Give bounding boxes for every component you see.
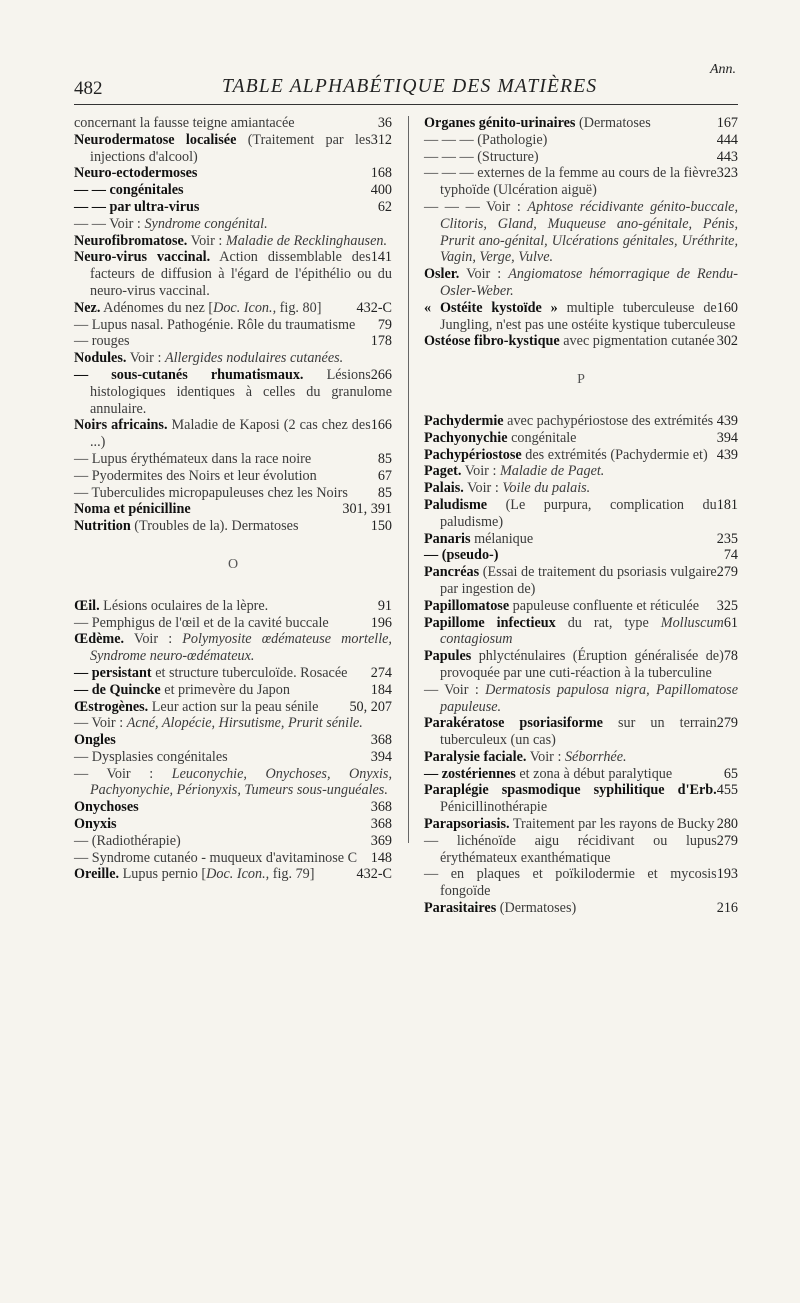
page-reference: 167 — [716, 115, 738, 131]
index-entry — [424, 682, 738, 716]
entry-cross-reference: Leuconychie, Onychoses, Onyxis, Pachyonychie, Périonyxis, Tumeurs sous-unguéales. — [90, 765, 392, 799]
entry-text: Voir : — [126, 350, 165, 367]
page-reference: 168 — [370, 165, 392, 182]
page-reference: 279 — [716, 564, 738, 581]
page-reference: 368 — [370, 799, 392, 816]
page-reference: 279 — [716, 715, 738, 732]
index-entry — [424, 413, 738, 430]
right-column-entries-o — [424, 115, 738, 350]
index-entry — [424, 132, 738, 149]
entry-text: congénitale — [507, 429, 577, 446]
entry-headword: Ostéose fibro-kystique — [424, 333, 560, 350]
index-entry — [74, 715, 392, 732]
index-entry — [74, 866, 392, 883]
index-entry — [424, 165, 738, 199]
page-reference: 394 — [370, 748, 392, 765]
page-reference: 394 — [716, 429, 738, 446]
running-tag: Ann. — [709, 62, 736, 77]
index-entry — [74, 115, 392, 132]
entry-headword: Papules — [424, 648, 472, 665]
index-entry — [424, 866, 738, 900]
entry-headword: — — congénitales — [74, 182, 184, 199]
index-entry — [424, 266, 738, 300]
entry-headword: Organes génito-urinaires — [424, 115, 576, 131]
entry-text: avec pigmentation cutanée — [559, 333, 715, 350]
entry-cross-reference: Angiomatose hémorragique de Rendu-Osler-Weber. — [440, 266, 738, 299]
page-reference: 302 — [716, 333, 738, 350]
entry-headword: Noma et pénicilline — [74, 501, 191, 518]
entry-text: — Voir : — [74, 715, 127, 732]
page-reference: 196 — [370, 614, 392, 631]
page-reference: 439 — [716, 446, 738, 463]
page-reference: 325 — [716, 597, 738, 614]
entry-text: — rouges — [74, 333, 130, 350]
entry-text: Voir : — [526, 748, 565, 765]
entry-headword: — sous-cutanés rhumatismaux. — [74, 366, 304, 383]
entry-headword: Œil. — [74, 597, 100, 614]
entry-text: Voir : — [461, 463, 500, 480]
index-entry — [424, 833, 738, 867]
entry-headword: — zostériennes — [424, 765, 516, 782]
page-reference: 323 — [716, 165, 738, 182]
page-reference: 150 — [370, 518, 392, 535]
index-entry — [424, 463, 738, 480]
page-reference: 65 — [723, 765, 738, 782]
entry-cross-reference: Dermatosis papulosa nigra, Papillomatose papuleuse. — [440, 681, 738, 715]
index-entry — [424, 598, 738, 615]
page-reference: 301, 391 — [342, 501, 392, 518]
entry-text: et primevère du Japon — [160, 681, 290, 698]
page-reference: 439 — [716, 412, 738, 429]
page-reference: 368 — [370, 732, 392, 749]
entry-cross-reference: Aphtose récidivante génito-buccale, Clitoris, Gland, Muqueuse ano-génitale, Pénis, Prurit ano-génital, Ulcérations génitales, Uréthrite, Vagin, Verge, Vulve. — [440, 198, 738, 266]
index-entry — [74, 631, 392, 665]
index-entry — [74, 850, 392, 867]
page-reference: 141 — [370, 249, 392, 266]
entry-text: Lésions oculaires de la lèpre. — [99, 597, 269, 614]
entry-text: — — Voir : — [74, 215, 145, 232]
entry-headword: Osler. — [424, 266, 460, 283]
entry-cross-reference: Maladie de Recklinghausen. — [225, 232, 388, 249]
page-reference: 432-C — [356, 299, 392, 316]
entry-text: du rat, type — [555, 614, 661, 631]
page-reference: 312 — [370, 131, 392, 148]
index-entry — [424, 333, 738, 350]
entry-text: — Pyodermites des Noirs et leur évolution — [74, 467, 317, 484]
entry-text: fig. 79] — [269, 866, 315, 883]
entry-cross-reference: Acné, Alopécie, Hirsutisme, Prurit sénile. — [126, 715, 363, 732]
entry-text: — — — (Structure) — [424, 148, 539, 165]
index-entry — [424, 615, 738, 649]
index-entry — [424, 900, 738, 917]
entry-text: — — — Voir : — [424, 198, 528, 215]
entry-headword: Pancréas — [424, 564, 480, 581]
page-reference: 67 — [377, 467, 392, 484]
index-entry — [424, 149, 738, 166]
entry-text: concernant la fausse teigne amiantacée — [74, 115, 295, 131]
entry-headword: Parasitaires — [424, 900, 497, 917]
entry-text: Action dissemblable des facteurs de diffusion à l'égard de l'épithélio ou du neuro-virus vaccinal. — [90, 249, 392, 299]
entry-text: — (Radiothérapie) — [74, 832, 181, 849]
index-entry — [424, 447, 738, 464]
page-reference: 368 — [370, 816, 392, 833]
entry-text: phlycténulaires (Éruption généralisée de) provoquée par une cuti-réaction à la tuberculine — [440, 648, 724, 681]
index-entry — [424, 199, 738, 266]
entry-headword: Neuro-virus vaccinal. — [74, 249, 211, 266]
entry-headword: — persistant — [74, 664, 152, 681]
right-column — [424, 115, 738, 917]
page-reference: 369 — [370, 832, 392, 849]
index-entry — [74, 249, 392, 299]
index-entry — [424, 531, 738, 548]
index-entry — [74, 732, 392, 749]
page-reference: 216 — [716, 900, 738, 917]
entry-headword: Pachypériostose — [424, 446, 522, 463]
entry-text: — — — externes de la femme au cours de la fièvre typhoïde (Ulcération aiguë) — [424, 165, 717, 199]
page-reference: 279 — [716, 832, 738, 849]
index-entry — [74, 451, 392, 468]
section-letter-p: P — [577, 372, 585, 388]
entry-text: Traitement par les rayons de Bucky — [509, 816, 715, 833]
page-reference: 443 — [716, 148, 738, 165]
index-entry — [74, 682, 392, 699]
page-reference: 166 — [370, 417, 392, 434]
entry-text: — Syndrome cutanéo - muqueux d'avitaminose C — [74, 849, 358, 866]
entry-text: sur un terrain tuberculeux (un cas) — [440, 715, 717, 749]
header-rule — [74, 104, 738, 105]
entry-text: Voir : — [463, 480, 503, 497]
entry-text: Voir : — [124, 631, 183, 648]
page-reference: 50, 207 — [349, 698, 392, 715]
entry-text: Adénomes du nez [ — [100, 299, 214, 316]
column-divider — [408, 116, 409, 843]
index-entry — [424, 564, 738, 598]
entry-cross-reference: Polymyosite œdémateuse mortelle, Syndrome neuro-œdémateux. — [90, 631, 392, 665]
index-entry — [74, 468, 392, 485]
index-entry — [74, 766, 392, 800]
entry-text: (Le purpura, complication du paludisme) — [440, 496, 717, 530]
entry-headword: Nodules. — [74, 350, 127, 367]
entry-text: — Voir : — [424, 681, 486, 698]
entry-cross-reference: Maladie de Paget. — [499, 463, 605, 480]
entry-headword: Paralysie faciale. — [424, 748, 527, 765]
entry-cross-reference: Syndrome congénital. — [144, 215, 268, 232]
entry-cross-reference: Doc. Icon., — [213, 299, 277, 316]
page-reference: 400 — [370, 182, 392, 199]
index-entry — [74, 518, 392, 535]
entry-text: (Troubles de la). Dermatoses — [130, 518, 299, 535]
entry-headword: Neurofibromatose. — [74, 232, 188, 249]
index-entry — [424, 648, 738, 682]
page-reference: 85 — [377, 450, 392, 467]
page-reference: 280 — [716, 816, 738, 833]
entry-cross-reference: Molluscum contagiosum — [440, 614, 724, 648]
page-reference: 91 — [377, 597, 392, 614]
entry-text: Lupus pernio [ — [119, 866, 207, 883]
page-reference: 274 — [370, 664, 392, 681]
left-column-entries-o — [74, 598, 392, 884]
entry-text: papuleuse confluente et réticulée — [509, 597, 699, 614]
page-reference: 160 — [716, 299, 738, 316]
index-entry — [74, 615, 392, 632]
index-entry — [424, 816, 738, 833]
entry-headword: Nez. — [74, 299, 101, 316]
entry-text: — Tuberculides micropapuleuses chez les Noirs — [74, 484, 348, 501]
entry-headword: Œdème. — [74, 631, 125, 648]
page-reference: 181 — [716, 496, 738, 513]
index-entry — [74, 350, 392, 367]
entry-text: et zona à début paralytique — [515, 765, 673, 782]
entry-headword: Neurodermatose localisée — [74, 131, 237, 148]
index-entry — [74, 665, 392, 682]
entry-headword: Oreille. — [74, 866, 120, 883]
entry-text: Leur action sur la peau sénile — [148, 698, 319, 715]
entry-headword: Parapsoriasis. — [424, 816, 510, 833]
index-entry — [424, 766, 738, 783]
index-entry — [74, 833, 392, 850]
entry-headword: Paget. — [424, 463, 462, 480]
entry-headword: Onychoses — [74, 799, 139, 816]
index-entry — [74, 417, 392, 451]
index-entry — [424, 715, 738, 749]
index-entry — [424, 547, 738, 564]
index-entry — [74, 799, 392, 816]
page-reference: 235 — [716, 530, 738, 547]
entry-headword: Onyxis — [74, 816, 117, 833]
page-reference: 193 — [716, 866, 738, 883]
section-letter-o: O — [227, 556, 239, 572]
index-entry — [74, 699, 392, 716]
entry-headword: — — par ultra-virus — [74, 198, 200, 215]
entry-headword: Panaris — [424, 530, 471, 547]
entry-headword: Œstrogènes. — [74, 698, 149, 715]
entry-headword: Paludisme — [424, 496, 488, 513]
entry-cross-reference: Séborrhée. — [564, 748, 627, 765]
entry-headword: Nutrition — [74, 518, 131, 535]
entry-text: — Voir : — [74, 765, 172, 782]
entry-headword: — de Quincke — [74, 681, 161, 698]
entry-text: (Dermatoses) — [496, 900, 577, 917]
page-reference: 266 — [370, 366, 392, 383]
index-entry — [74, 485, 392, 502]
page-reference: 184 — [370, 681, 392, 698]
entry-text: Voir : — [187, 232, 226, 249]
entry-text: et structure tuberculoïde. Rosacée — [151, 664, 348, 681]
running-head — [74, 62, 736, 98]
entry-headword: Pachyonychie — [424, 429, 508, 446]
entry-text: avec pachypériostose des extrémités — [503, 412, 714, 429]
entry-text: — Pemphigus de l'œil et de la cavité buccale — [74, 614, 329, 631]
left-column — [74, 115, 392, 883]
index-entry — [74, 132, 392, 166]
index-entry — [74, 182, 392, 199]
index-entry — [424, 115, 738, 132]
index-entry — [424, 480, 738, 497]
index-entry — [74, 501, 392, 518]
index-entry — [74, 598, 392, 615]
entry-headword: Neuro-ectodermoses — [74, 165, 198, 182]
index-entry — [424, 497, 738, 531]
entry-headword: Papillome infectieux — [424, 614, 556, 631]
page-reference: 85 — [377, 484, 392, 501]
page-reference: 78 — [723, 648, 738, 665]
index-entry — [424, 782, 738, 816]
index-entry — [74, 300, 392, 317]
entry-text: fig. 80] — [276, 299, 322, 316]
entry-text: — — — (Pathologie) — [424, 131, 548, 148]
entry-text: Lésions histologiques identiques à celles du granulome annulaire. — [90, 366, 392, 417]
page-reference: 432-C — [356, 866, 392, 883]
entry-text: — Dysplasies congénitales — [74, 748, 228, 765]
entry-text: des extrémités (Pachydermie et) — [521, 446, 708, 463]
entry-cross-reference: Doc. Icon., — [206, 866, 270, 883]
index-entry — [74, 749, 392, 766]
entry-text: Pénicillinothérapie — [440, 799, 548, 816]
entry-text: — en plaques et poïkilodermie et mycosis fongoïde — [424, 866, 717, 900]
index-entry — [74, 216, 392, 233]
index-entry — [74, 199, 392, 216]
entry-cross-reference: Voile du palais. — [502, 480, 591, 497]
entry-text: — lichénoïde aigu récidivant ou lupus érythémateux exanthématique — [424, 832, 717, 866]
running-title: TABLE ALPHABÉTIQUE DES MATIÈRES — [222, 76, 598, 97]
index-entry — [424, 430, 738, 447]
entry-cross-reference: Allergides nodulaires cutanées. — [164, 350, 344, 367]
entry-text: Maladie de Kaposi (2 cas chez des ...) — [90, 417, 371, 451]
index-entry — [424, 300, 738, 334]
entry-headword: Parakératose psoriasiforme — [424, 715, 603, 732]
index-entry — [74, 165, 392, 182]
index-entry — [74, 367, 392, 417]
page-reference: 36 — [377, 115, 392, 131]
index-entry — [74, 233, 392, 250]
page-reference: 455 — [716, 782, 738, 799]
page-reference: 74 — [723, 547, 738, 564]
entry-text: (Dermatoses — [575, 115, 651, 131]
entry-headword: Papillomatose — [424, 597, 510, 614]
entry-headword: Paraplégie spasmodique syphilitique d'Erb. — [424, 782, 717, 799]
entry-text: (Essai de traitement du psoriasis vulgaire par ingestion de) — [440, 564, 717, 597]
page-reference: 79 — [377, 316, 392, 333]
entry-headword: Pachydermie — [424, 412, 504, 429]
index-entry — [424, 749, 738, 766]
entry-headword: Ongles — [74, 732, 116, 749]
entry-headword: Noirs africains. — [74, 417, 168, 434]
left-column-entries-n — [74, 115, 392, 535]
entry-text: (Traitement par les injections d'alcool) — [90, 131, 371, 165]
page-reference: 178 — [370, 333, 392, 350]
index-entry — [74, 317, 392, 334]
page-reference: 444 — [716, 131, 738, 148]
entry-headword: — (pseudo-) — [424, 547, 499, 564]
page-reference: 61 — [723, 614, 738, 631]
entry-text: mélanique — [470, 530, 534, 547]
page-reference: 148 — [370, 849, 392, 866]
page-number: 482 — [74, 78, 103, 99]
entry-headword: Palais. — [424, 480, 464, 497]
entry-headword: « Ostéite kystoïde » — [424, 299, 558, 316]
index-entry — [74, 816, 392, 833]
entry-text: — Lupus érythémateux dans la race noire — [74, 450, 312, 467]
entry-text: Voir : — [459, 266, 509, 283]
entry-text: multiple tuberculeuse de Jungling, n'est pas une ostéite kystique tuberculeuse — [440, 299, 736, 333]
right-column-entries-p — [424, 413, 738, 917]
page-reference: 62 — [377, 198, 392, 215]
index-entry — [74, 333, 392, 350]
entry-text: — Lupus nasal. Pathogénie. Rôle du traumatisme — [74, 316, 356, 333]
